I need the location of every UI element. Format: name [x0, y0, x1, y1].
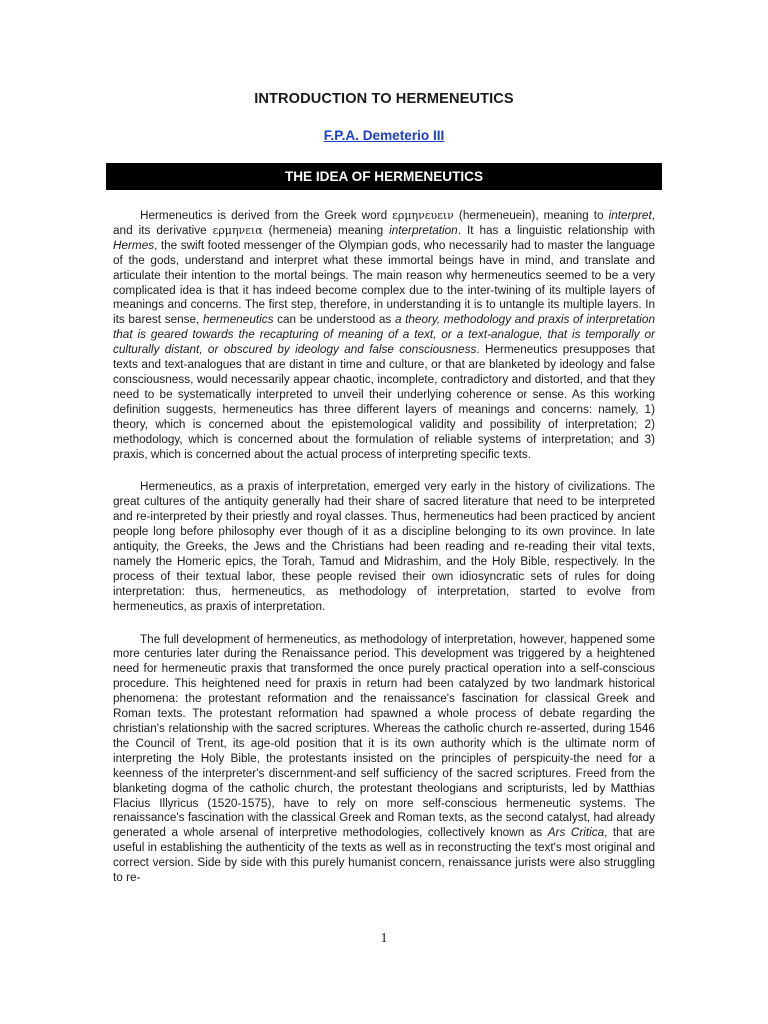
- author-link[interactable]: F.P.A. Demeterio III: [323, 128, 445, 143]
- text-run: Hermeneutics is derived from the Greek word: [140, 209, 393, 222]
- text-run: (hermeneuein), meaning to: [453, 209, 609, 222]
- text-run: (hermeneia) meaning: [262, 223, 390, 237]
- emphasis: hermeneutics: [202, 313, 274, 327]
- text-run: . It has a linguistic relationship with: [457, 223, 656, 237]
- document-title: INTRODUCTION TO HERMENEUTICS: [254, 91, 514, 107]
- page-number: 1: [380, 931, 388, 946]
- emphasis: interpretation: [389, 223, 458, 237]
- text-run: can be understood as: [273, 313, 395, 327]
- paragraph-1: [113, 209, 655, 462]
- body-text: [113, 209, 655, 886]
- paragraph-2: Hermeneutics, as a praxis of interpretation, emerged very early in the history of civilizations. The great cultures of the antiquity generally had their share of sacred literature that need to be interpreted and re-interpreted by their priestly and royal classes. Thus, hermeneutics had been practiced by ancient people long before philosophy ever though of it as a discipline belonging to its own province. In late antiquity, the Greeks, the Jews and the Christians had been reading and re-reading their vital texts, namely the Homeric epics, the Torah, Tamud and Midrashim, and the Holy Bible, respectively. In the process of their textual labor, these people revised their own idiosyncratic sets of rules for doing interpretation: thus, hermeneutics, as methodology of interpretation, started to evolve from hermeneutics, as praxis of interpretation.: [113, 480, 655, 613]
- greek-word: ερμηνεια: [212, 223, 263, 237]
- text-run: , that are useful in establishing the authenticity of the texts as well as in reconstructing the text's most original and correct version. Side by side with this purely humanist concern, renaissance jurists were also struggling to re-: [113, 826, 656, 885]
- text-run: . Hermeneutics presupposes that texts and text-analogues that are distant in time and culture, or that are blanketed by ideology and false consciousness, would necessarily appear chaotic, incomplete, contradictory and distorted, and that they need to be systematically interpreted to unveil their underlying coherence or sense. As this working definition suggests, hermeneutics has three different layers of meanings and concerns: namely, 1) theory, which is concerned about the epistemological validity and possibility of interpretation; 2) methodology, which is concerned about the formulation of reliable systems of interpretation; and 3) praxis, which is concerned about the actual process of interpreting specific texts.: [113, 343, 655, 461]
- text-run: , the swift footed messenger of the Olympian gods, who necessarily had to master the language of the gods, understand and interpret what these immortal beings have in mind, and translate and articulate their intention to the mortal beings. The main reason why hermeneutics seemed to be a very complicated idea is that it has indeed become complex due to the inter-twining of its multiple layers of meanings and concerns. The first step, therefore, in understanding it is to untangle its multiple layers. In its barest sense,: [113, 238, 655, 327]
- paragraph-3: [113, 633, 655, 886]
- text-run: , and its derivative: [113, 209, 655, 237]
- greek-word: ερμηνευειν: [392, 209, 454, 222]
- emphasis: interpret: [608, 209, 652, 222]
- text-run: The full development of hermeneutics, as methodology of interpretation, however, happened some more centuries later during the Renaissance period. This development was triggered by a heightened need for hermeneutic praxis that transformed the once purely practical operation into a self-conscious procedure. This heightened need for praxis in return had been catalyzed by two landmark historical phenomena: the protestant reformation and the renaissance's fascination for classical Greek and Roman texts. The protestant reformation had spawned a whole process of debate regarding the christian's relationship with the sacred scriptures. Whereas the catholic church re-asserted, during 1546 the Council of Trent, its age-old position that it is its own authority which is the ultimate norm of interpreting the Holy Bible, the protestants insisted on the principles of perspicuity-the need for a keenness of the interpreter's discernment-and self sufficiency of the sacred scriptures. Freed from the blanketing dogma of the catholic church, the protestant theologians and scripturists, led by Matthias Flacius Illyricus (1520-1575), have to rely on more self-conscious hermeneutic systems. The renaissance's fascination with the classical Greek and Roman texts, as the second catalyst, had already generated a whole arsenal of interpretive methodologies, collectively known as: [113, 632, 655, 840]
- definition-emphasis: a theory, methodology and praxis of interpretation that is geared towards the recapturing of meaning of a text, or a text-analogue, that is temporally or culturally distant, or obscured by ideology and false consciousness: [113, 313, 655, 357]
- section-heading-bar: THE IDEA OF HERMENEUTICS: [106, 163, 662, 190]
- emphasis: Hermes: [113, 238, 155, 252]
- emphasis: Ars Critica: [547, 826, 605, 840]
